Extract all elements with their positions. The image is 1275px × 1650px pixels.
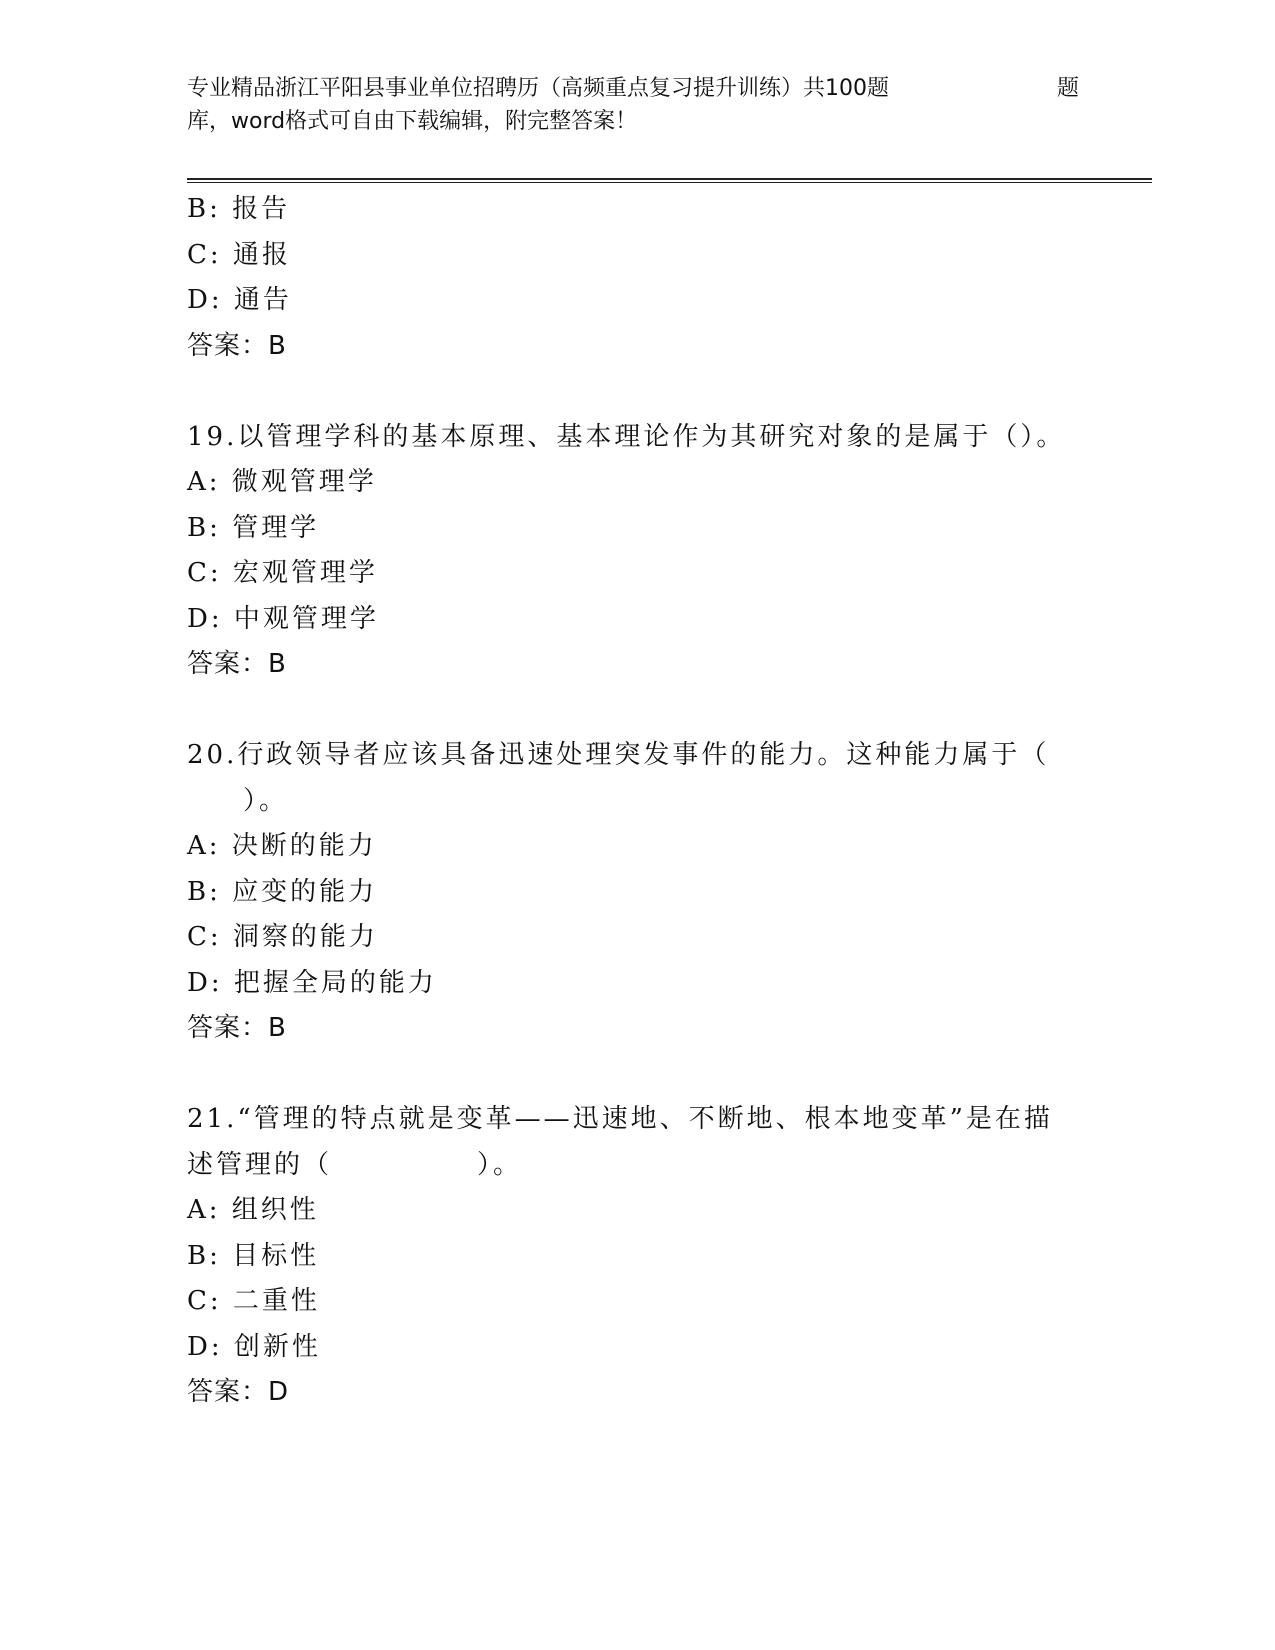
option-a: A: 决断的能力: [187, 831, 377, 861]
option-b: B: 应变的能力: [187, 876, 378, 907]
option-c: C: 二重性: [187, 1286, 320, 1316]
option-a: A: 微观管理学: [187, 467, 377, 497]
option-d: D: 把握全局的能力: [187, 967, 437, 998]
option-c: C: 宏观管理学: [187, 558, 378, 588]
option-c: C: 通报: [187, 239, 291, 270]
question-20: [187, 733, 1107, 1052]
option-b: B: 报告: [187, 194, 291, 224]
question-stem: 19.以管理学科的基本原理、基本理论作为其研究对象的是属于（）。: [187, 421, 1066, 452]
page-header: [187, 72, 1107, 138]
answer: 答案：B: [187, 649, 287, 679]
question-19: [187, 415, 1107, 688]
option-b: B: 管理学: [187, 512, 320, 543]
option-d: D: 通告: [187, 285, 292, 315]
answer: 答案：B: [187, 330, 287, 361]
header-line-1: [187, 72, 1107, 105]
question-stem: 20.行政领导者应该具备迅速处理突发事件的能力。这种能力属于（: [187, 740, 1050, 770]
option-d: D: 创新性: [187, 1331, 321, 1362]
document-body: [187, 187, 1107, 1416]
question-21: [187, 1097, 1107, 1416]
answer: 答案：B: [187, 1013, 287, 1043]
option-d: D: 中观管理学: [187, 603, 379, 634]
question-18-continued: [187, 187, 1107, 369]
question-stem-continued: ）。: [243, 785, 289, 816]
question-stem-continued: 述管理的（ ）。: [187, 1149, 523, 1180]
header-divider: [187, 178, 1152, 183]
option-a: A: 组织性: [187, 1195, 319, 1225]
header-line-2: 库，word格式可自由下载编辑，附完整答案！: [187, 109, 638, 134]
option-b: B: 目标性: [187, 1240, 320, 1271]
question-stem: 21.“管理的特点就是变革——迅速地、不断地、根本地变革”是在描: [187, 1104, 1053, 1134]
answer: 答案：D: [187, 1377, 290, 1407]
header-title-tail: 题: [1057, 76, 1080, 101]
option-c: C: 洞察的能力: [187, 922, 378, 952]
header-title: 专业精品浙江平阳县事业单位招聘历（高频重点复习提升训练）共100题: [187, 76, 889, 101]
